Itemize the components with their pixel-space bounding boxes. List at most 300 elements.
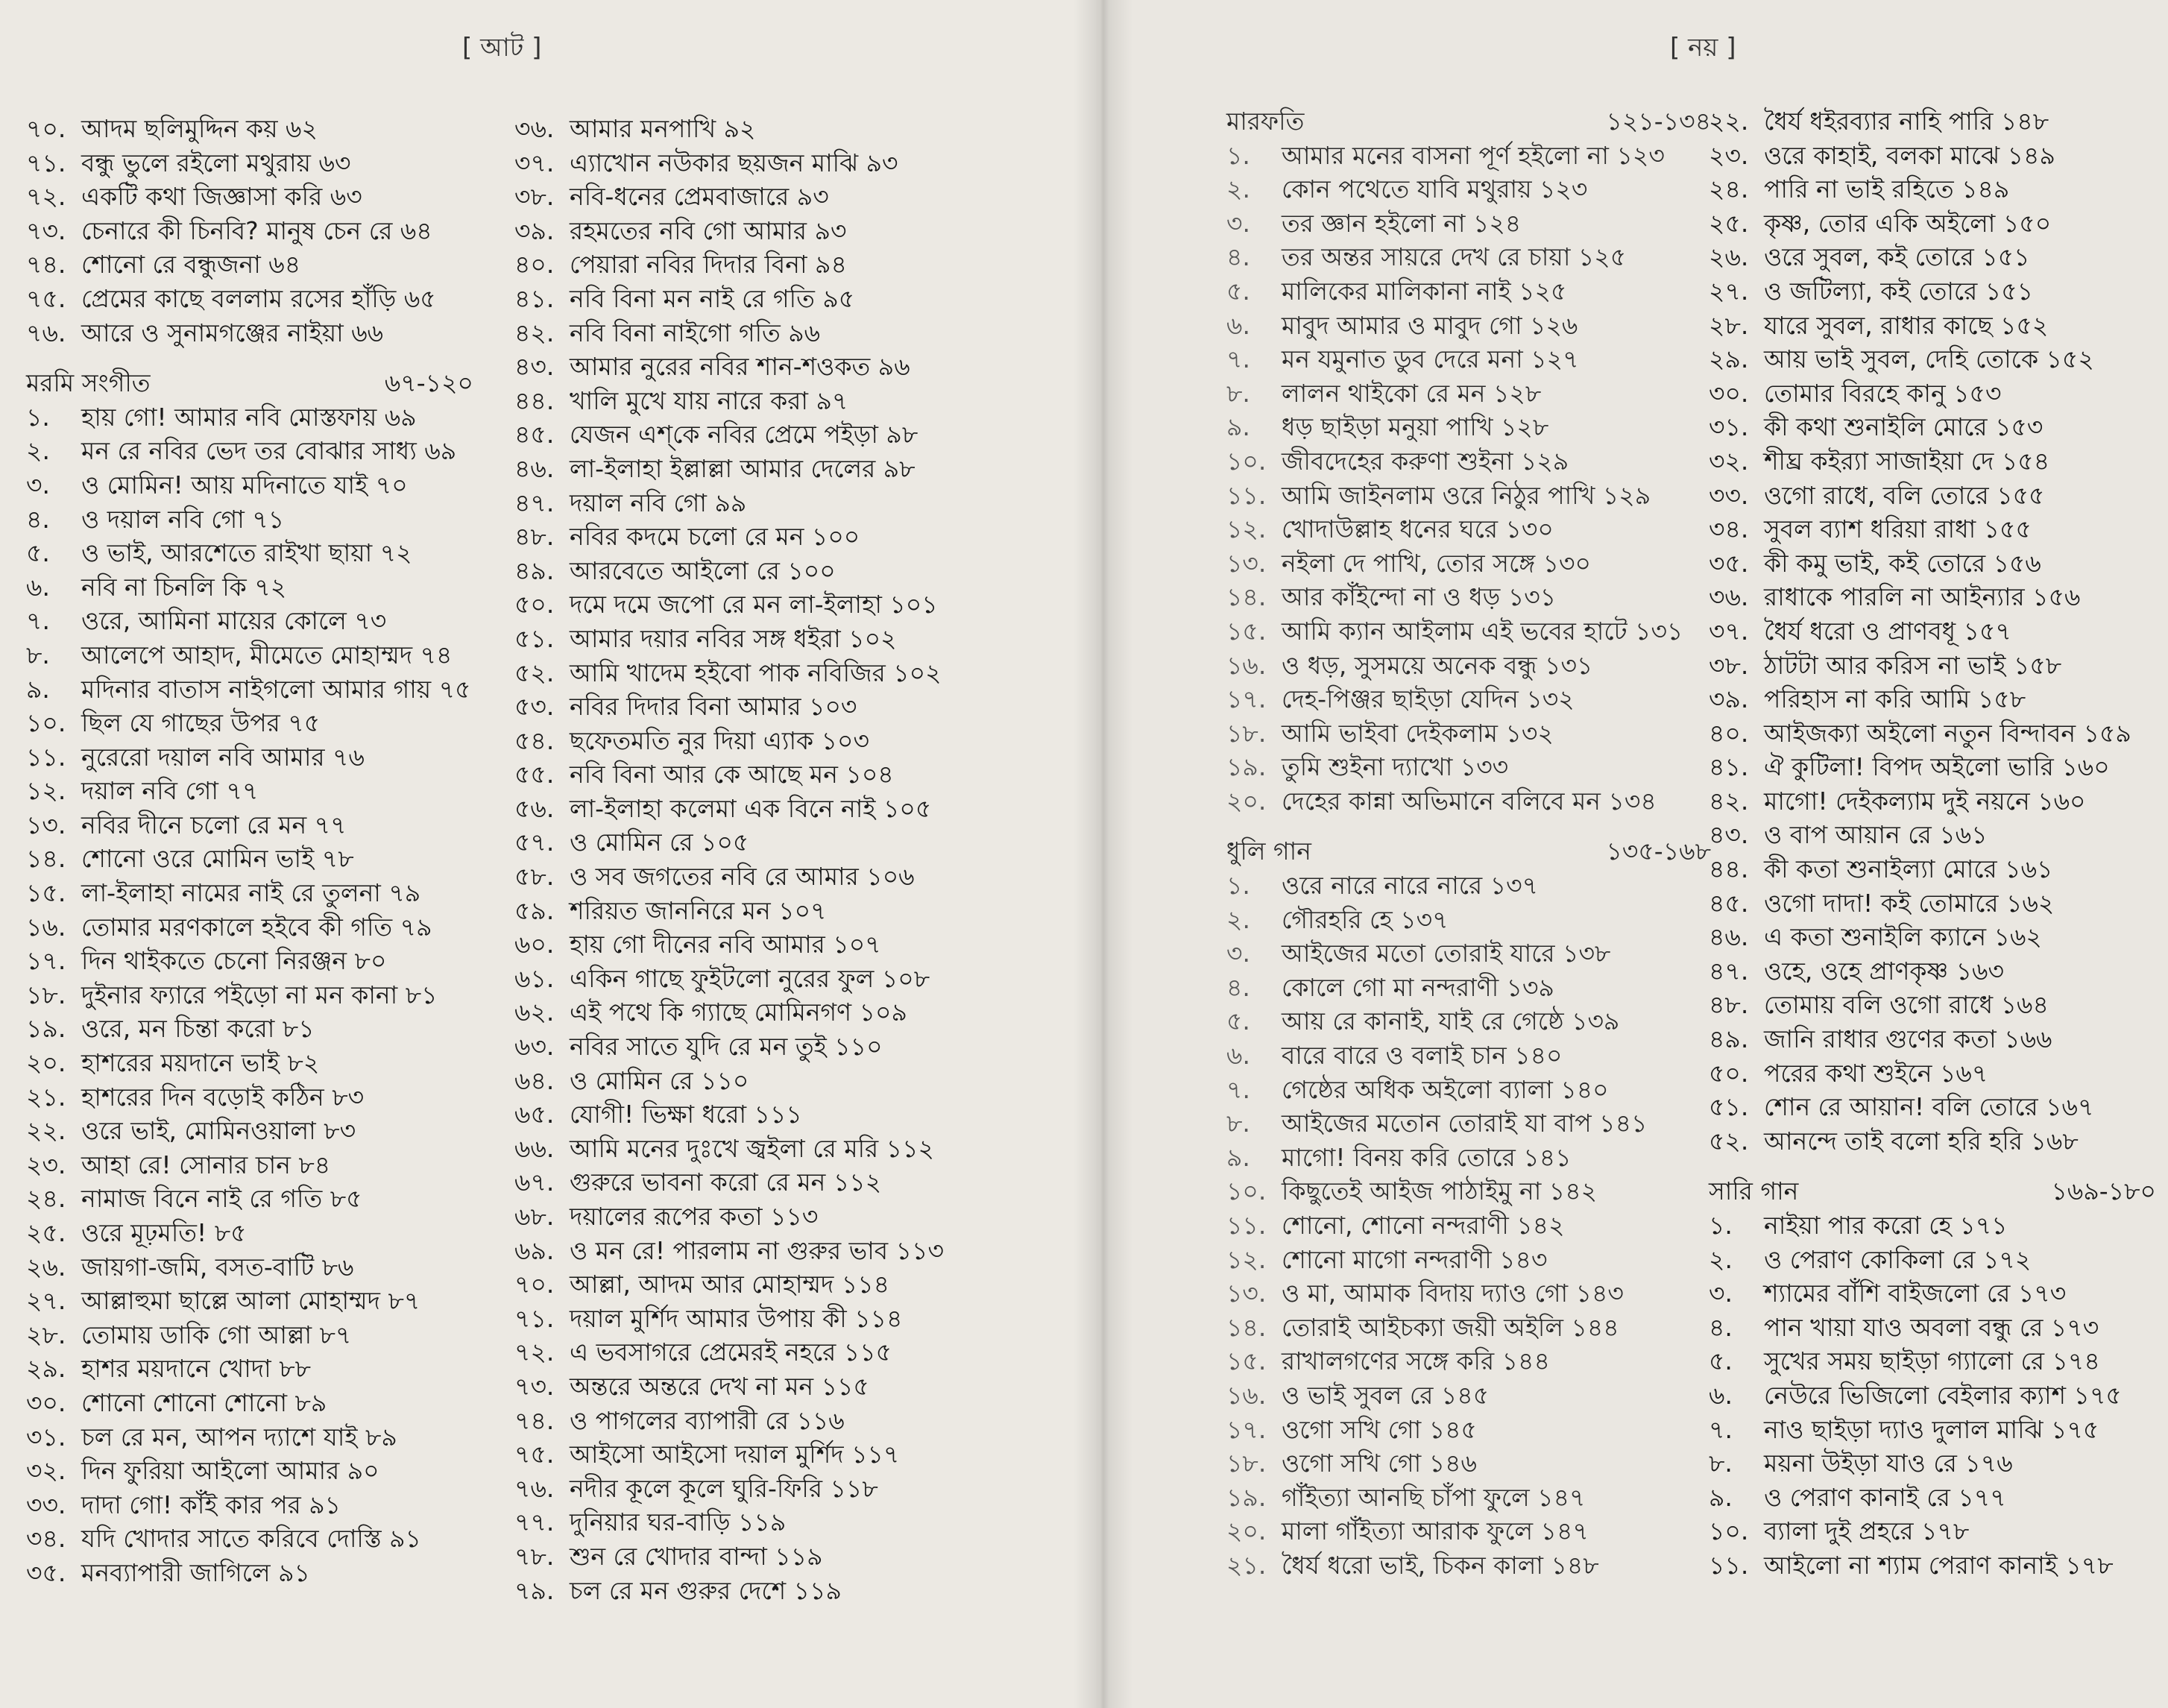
toc-entry (514, 1370, 1036, 1404)
toc-entry (514, 587, 1036, 622)
entry-title: ওরে নারে নারে নারে ১৩৭ (1282, 871, 1539, 901)
right-page (1096, 0, 2168, 1708)
entry-number: ৪. (1226, 242, 1250, 272)
entry-number: ২. (1709, 1244, 1733, 1274)
toc-entry (26, 638, 473, 672)
toc-entry (1709, 240, 2156, 274)
toc-entry (514, 112, 1036, 146)
toc-entry (1709, 649, 2156, 683)
toc-entry (26, 1284, 473, 1318)
entry-title: গাঁইত্যা আনছি চাঁপা ফুলে ১৪৭ (1282, 1482, 1586, 1512)
entry-title: আমি জাইনলাম ওরে নিঠুর পাখি ১২৯ (1282, 480, 1651, 510)
entry-title: ওরে সুবল, কই তোরে ১৫১ (1764, 242, 2030, 272)
entry-title: শোনো, শোনো নন্দরাণী ১৪২ (1282, 1211, 1565, 1240)
entry-number: ৬৫. (514, 1100, 555, 1129)
toc-entry (26, 1454, 473, 1488)
toc-entry (514, 384, 1036, 418)
entry-title: ওরে মূঢ়মতি! ৮৫ (81, 1218, 247, 1247)
entry-number: ৩১. (1709, 412, 1749, 442)
entry-number: ৩৪. (26, 1524, 66, 1554)
entry-title: মদিনার বাতাস নাইগলো আমার গায় ৭৫ (81, 674, 471, 704)
entry-number: ৪০. (514, 250, 555, 280)
entry-title: এ্যাখোন নউকার ছয়জন মাঝি ৯৩ (570, 148, 898, 177)
entry-number: ৭৮. (514, 1541, 555, 1571)
toc-entry (1709, 172, 2156, 207)
entry-number: ৬. (1709, 1380, 1733, 1410)
toc-entry (1709, 614, 2156, 649)
toc-entry (1226, 614, 1711, 649)
entry-title: শোনো মাগো নন্দরাণী ১৪৩ (1282, 1244, 1548, 1274)
entry-title: ওরে, মন চিন্তা করো ৮১ (81, 1014, 315, 1044)
toc-entry (26, 1488, 473, 1522)
toc-entry (1226, 479, 1711, 513)
entry-title: ওগো রাধে, বলি তোরে ১৫৫ (1764, 480, 2045, 510)
section-page-range: ৬৭-১২০ (384, 368, 473, 398)
toc-entry (26, 1420, 473, 1455)
entry-title: পেয়ারা নবির দিদার বিনা ৯৪ (570, 250, 847, 280)
entry-number: ৪৯. (1709, 1024, 1749, 1054)
entry-number: ৭. (1709, 1414, 1733, 1444)
entry-number: ৫১. (1709, 1092, 1749, 1122)
entry-title: ও ভাই সুবল রে ১৪৫ (1282, 1380, 1490, 1410)
entry-title: এই পথে কি গ্যাছে মোমিনগণ ১০৯ (570, 998, 907, 1027)
entry-title: শীঘ্র কইর‍্যা সাজাইয়া দে ১৫৪ (1764, 446, 2050, 476)
entry-title: ঠাটটা আর করিস না ভাই ১৫৮ (1764, 650, 2062, 680)
entry-title: দেহের কান্না অভিমানে বলিবে মন ১৩৪ (1282, 786, 1657, 816)
toc-entry (26, 1216, 473, 1250)
entry-number: ১২. (1226, 514, 1267, 544)
toc-column-2 (514, 112, 1036, 1607)
toc-entry (1226, 410, 1711, 444)
toc-entry (1709, 342, 2156, 376)
toc-entry (1226, 1276, 1711, 1311)
section-title: ধুলি গান (1226, 836, 1311, 866)
entry-title: আর কাঁইন্দো না ও ধড় ১৩১ (1282, 582, 1557, 612)
entry-number: ২৫. (26, 1218, 66, 1247)
entry-number: ৭৫. (26, 283, 66, 313)
entry-number: ৩. (1226, 939, 1250, 968)
toc-entry (26, 1386, 473, 1420)
entry-number: ৪৩. (514, 352, 555, 382)
entry-number: ১৮. (1226, 1449, 1267, 1478)
entry-number: ৫০. (514, 590, 555, 620)
toc-entry (1226, 971, 1711, 1005)
toc-entry (1226, 444, 1711, 479)
toc-entry (26, 434, 473, 468)
toc-entry (514, 417, 1036, 452)
toc-entry (1709, 1514, 2156, 1548)
toc-entry (26, 604, 473, 638)
entry-number: ১৮. (26, 980, 66, 1009)
entry-title: আইলো না শ্যাম পেরাণ কানাই ১৭৮ (1764, 1550, 2114, 1580)
entry-title: মাগো! দেইকল্যাম দুই নয়নে ১৬০ (1764, 786, 2086, 816)
entry-title: ও মোমিন রে ১০৫ (570, 828, 749, 857)
toc-entry (1226, 1344, 1711, 1378)
toc-entry (26, 502, 473, 537)
toc-entry (1226, 1446, 1711, 1481)
entry-number: ২৮. (26, 1320, 66, 1349)
entry-title: কোলে গো মা নন্দরাণী ১৩৯ (1282, 972, 1554, 1002)
entry-number: ১. (1709, 1211, 1733, 1240)
entry-number: ২৮. (1709, 310, 1749, 340)
entry-number: ২৯. (1709, 344, 1749, 374)
entry-title: লালন থাইকো রে মন ১২৮ (1282, 378, 1542, 408)
entry-title: ধৈর্য ধরো ও প্রাণবধূ ১৫৭ (1764, 616, 2011, 646)
entry-title: বন্ধু ভুলে রইলো মথুরায় ৬৩ (81, 148, 351, 177)
entry-number: ২. (1226, 174, 1250, 204)
toc-entry (1709, 954, 2156, 989)
entry-number: ৩০. (1709, 378, 1749, 408)
entry-title: একিন গাছে ফুইটলো নুরের ফুল ১০৮ (570, 963, 930, 993)
toc-entry (26, 180, 473, 214)
toc-entry (26, 214, 473, 248)
entry-number: ১৭. (26, 946, 66, 976)
entry-number: ৭১. (514, 1303, 555, 1333)
entry-number: ২৭. (1709, 276, 1749, 306)
section-page-range: ১৩৫-১৬৮ (1606, 836, 1711, 866)
entry-number: ৫৬. (514, 793, 555, 823)
toc-entry (1709, 920, 2156, 954)
section-heading-marmi (26, 366, 473, 400)
entry-number: ৪৫. (1709, 888, 1749, 918)
entry-number: ৪৮. (514, 522, 555, 552)
toc-entry (26, 282, 473, 316)
toc-entry (1709, 274, 2156, 309)
entry-number: ১০. (1226, 1176, 1267, 1206)
toc-entry (1709, 1548, 2156, 1583)
entry-title: দুইনার ফ্যারে পইড়ো না মন কানা ৮১ (81, 980, 438, 1009)
entry-title: কী কতা শুনাইল্যা মোরে ১৬১ (1764, 854, 2053, 884)
entry-number: ২. (26, 436, 50, 466)
entry-number: ১৩. (1226, 548, 1267, 578)
toc-entry (26, 944, 473, 978)
entry-number: ৮. (1226, 1109, 1250, 1138)
entry-title: কৃষ্ণ, তোর একি অইলো ১৫০ (1764, 208, 2052, 238)
toc-entry (514, 825, 1036, 860)
entry-title: রহমতের নবি গো আমার ৯৩ (570, 215, 847, 245)
toc-entry (26, 842, 473, 876)
toc-entry (1226, 1141, 1711, 1175)
entry-title: দমে দমে জপো রে মন লা-ইলাহা ১০১ (570, 590, 938, 620)
entry-number: ৬৮. (514, 1202, 555, 1231)
entry-number: ৪. (1709, 1312, 1733, 1342)
entry-title: ওরে কাহাই, বলকা মাঝে ১৪৯ (1764, 140, 2055, 170)
entry-number: ১২. (1226, 1244, 1267, 1274)
entry-number: ৫১. (514, 623, 555, 653)
entry-number: ১৫. (26, 878, 66, 908)
entry-number: ১৪. (26, 844, 66, 874)
toc-entry (26, 1148, 473, 1182)
entry-number: ৪১. (1709, 752, 1749, 782)
entry-title: নদীর কূলে কূলে ঘুরি-ফিরি ১১৮ (570, 1473, 878, 1503)
entry-title: খালি মুখে যায় নারে করা ৯৭ (570, 385, 848, 415)
entry-title: মাবুদ আমার ও মাবুদ গো ১২৬ (1282, 310, 1578, 340)
entry-number: ৩৪. (1709, 514, 1749, 544)
section-page-range: ১৬৯-১৮০ (2051, 1176, 2156, 1206)
entry-number: ৫. (1226, 1006, 1250, 1036)
entry-number: ১৬. (1226, 650, 1267, 680)
toc-entry (26, 774, 473, 808)
entry-number: ১৪. (1226, 582, 1267, 612)
toc-entry (1226, 1548, 1711, 1583)
entry-title: দুনিয়ার ঘর-বাড়ি ১১৯ (570, 1507, 787, 1537)
toc-entry (1226, 1208, 1711, 1243)
toc-entry (1709, 444, 2156, 479)
entry-number: ৬৪. (514, 1065, 555, 1095)
entry-number: ১১. (1226, 1211, 1267, 1240)
entry-number: ৭২. (514, 1337, 555, 1367)
entry-number: ৫. (1226, 276, 1250, 306)
toc-entry (514, 452, 1036, 486)
section-title: মরমি সংগীত (26, 368, 151, 398)
toc-entry (26, 1080, 473, 1115)
toc-entry (26, 1114, 473, 1148)
toc-entry (514, 927, 1036, 962)
entry-title: গেষ্ঠের অধিক অইলো ব্যালা ১৪০ (1282, 1074, 1609, 1104)
entry-number: ৭. (1226, 1074, 1250, 1104)
entry-number: ১৯. (1226, 1482, 1267, 1512)
entry-title: শোন রে আয়ান! বলি তোরে ১৬৭ (1764, 1092, 2094, 1122)
entry-title: যদি খোদার সাতে করিবে দোস্তি ৯১ (81, 1524, 421, 1554)
toc-entry (26, 706, 473, 740)
toc-entry (1226, 936, 1711, 971)
entry-number: ৫৮. (514, 862, 555, 892)
entry-number: ৭১. (26, 148, 66, 177)
entry-number: ৩০. (26, 1387, 66, 1417)
entry-number: ৮. (1226, 378, 1250, 408)
entry-title: চেনারে কী চিনবি? মানুষ চেন রে ৬৪ (81, 215, 432, 245)
entry-title: আমি ক্যান আইলাম এই ভবের হাটে ১৩১ (1282, 616, 1683, 646)
section-page-range: ১২১-১৩৪ (1606, 107, 1711, 136)
entry-number: ৪৮. (1709, 990, 1749, 1020)
toc-entry (514, 350, 1036, 384)
toc-entry (1226, 1413, 1711, 1447)
toc-entry (514, 894, 1036, 928)
entry-number: ৪৫. (514, 420, 555, 450)
entry-number: ৭৫. (514, 1440, 555, 1469)
entry-number: ৩৬. (1709, 582, 1749, 612)
entry-number: ২০. (1226, 786, 1267, 816)
toc-entry (1709, 546, 2156, 581)
entry-number: ৪৭. (514, 488, 555, 517)
toc-entry (514, 146, 1036, 180)
entry-title: আমার দয়ার নবির সঙ্গ ধইরা ১০২ (570, 623, 897, 653)
toc-entry (1226, 309, 1711, 343)
entry-number: ২৪. (26, 1184, 66, 1214)
entry-number: ৯. (1226, 1142, 1250, 1172)
toc-entry (1226, 274, 1711, 309)
entry-title: শোনো শোনো শোনো ৮৯ (81, 1387, 327, 1417)
toc-entry (26, 876, 473, 910)
entry-number: ২৩. (26, 1150, 66, 1179)
entry-number: ৩৩. (26, 1490, 66, 1519)
toc-column-1 (26, 112, 473, 1590)
entry-title: নবি-ধনের প্রেমবাজারে ৯৩ (570, 182, 829, 212)
entry-title: রাধাকে পারলি না আইন্যার ১৫৬ (1764, 582, 2081, 612)
entry-number: ২৬. (26, 1252, 66, 1282)
toc-entry (1226, 580, 1711, 614)
entry-number: ৩৯. (514, 215, 555, 245)
entry-title: তর জ্ঞান হইলো না ১২৪ (1282, 208, 1522, 238)
toc-entry (1709, 410, 2156, 444)
entry-number: ১০. (1709, 1516, 1749, 1546)
entry-number: ৭৬. (26, 318, 66, 347)
entry-number: ১. (1226, 140, 1250, 170)
entry-title: কোন পথেতে যাবি মথুরায় ১২৩ (1282, 174, 1588, 204)
entry-title: এ ভবসাগরে প্রেমেরই নহরে ১১৫ (570, 1337, 892, 1367)
entry-title: নবি না চিনলি কি ৭২ (81, 572, 287, 602)
entry-number: ৯. (1709, 1482, 1733, 1512)
entry-number: ১১. (1709, 1550, 1749, 1580)
entry-title: আমার নুরের নবির শান-শওকত ৯৬ (570, 352, 910, 382)
entry-title: হাশরের দিন বড়োই কঠিন ৮৩ (81, 1082, 365, 1112)
toc-entry (514, 1505, 1036, 1540)
entry-number: ৩. (1226, 208, 1250, 238)
toc-entry (514, 248, 1036, 282)
toc-entry (26, 1012, 473, 1046)
entry-number: ৬১. (514, 963, 555, 993)
entry-title: ও মোমিন! আয় মদিনাতে যাই ৭০ (81, 470, 408, 500)
toc-entry (514, 1234, 1036, 1268)
toc-entry (1709, 1311, 2156, 1345)
entry-title: নামাজ বিনে নাই রে গতি ৮৫ (81, 1184, 362, 1214)
entry-number: ৪. (1226, 972, 1250, 1002)
entry-title: ও পেরাণ কানাই রে ১৭৭ (1764, 1482, 2006, 1512)
entry-title: ওগো সখি গো ১৪৫ (1282, 1414, 1477, 1444)
toc-entry (1709, 682, 2156, 716)
entry-title: রাখালগণের সঙ্গে করি ১৪৪ (1282, 1346, 1550, 1376)
entry-title: অন্তরে অন্তরে দেখ না মন ১১৫ (570, 1371, 869, 1401)
entry-number: ৩৩. (1709, 480, 1749, 510)
entry-title: তোমায় বলি ওগো রাধে ১৬৪ (1764, 990, 2049, 1020)
entry-number: ৫৪. (514, 725, 555, 755)
entry-number: ৪৬. (514, 453, 555, 483)
entry-number: ১১. (1226, 480, 1267, 510)
entry-number: ১৮. (1226, 718, 1267, 748)
entry-title: লা-ইলাহা ইল্লাল্লা আমার দেলের ৯৮ (570, 453, 916, 483)
entry-number: ২৩. (1709, 140, 1749, 170)
entry-title: ওগো সখি গো ১৪৬ (1282, 1449, 1477, 1478)
entry-title: পরের কথা শুইনে ১৬৭ (1764, 1058, 1988, 1088)
entry-title: খোদাউল্লাহ ধনের ঘরে ১৩০ (1282, 514, 1554, 544)
entry-title: আরবেতে আইলো রে ১০০ (570, 555, 836, 585)
section-heading-marfati (1226, 104, 1711, 139)
toc-entry (1709, 784, 2156, 819)
entry-number: ৬৬. (514, 1133, 555, 1163)
entry-number: ৪৬. (1709, 922, 1749, 952)
entry-title: নবির সাতে যুদি রে মন তুই ১১০ (570, 1032, 883, 1062)
toc-entry (514, 724, 1036, 758)
toc-entry (1709, 1344, 2156, 1378)
toc-entry (514, 1200, 1036, 1234)
entry-number: ১৬. (1226, 1380, 1267, 1410)
toc-entry (1226, 1039, 1711, 1073)
entry-title: যেজন এশ্‌কে নবির প্রেমে পইড়া ৯৮ (570, 420, 918, 450)
entry-title: এ কতা শুনাইলি ক্যানে ১৬২ (1764, 922, 2042, 952)
toc-entry (1226, 342, 1711, 376)
entry-title: মালা গাঁইত্যা আরাক ফুলে ১৪৭ (1282, 1516, 1589, 1546)
toc-entry (26, 808, 473, 842)
entry-title: লা-ইলাহা কলেমা এক বিনে নাই ১০৫ (570, 793, 932, 823)
entry-title: তোমার বিরহে কানু ১৫৩ (1764, 378, 2002, 408)
entry-title: জীবদেহের করুণা শুইনা ১২৯ (1282, 446, 1569, 476)
entry-title: পরিহাস না করি আমি ১৫৮ (1764, 684, 2026, 714)
entry-title: ওরে, আমিনা মায়ের কোলে ৭৩ (81, 606, 387, 636)
toc-entry (1709, 104, 2156, 139)
entry-number: ১৭. (1226, 684, 1267, 714)
entry-title: মালিকের মালিকানা নাই ১২৫ (1282, 276, 1567, 306)
entry-title: আল্লাহুমা ছাল্লে আলা মোহাম্মদ ৮৭ (81, 1286, 420, 1316)
toc-entry (514, 1404, 1036, 1438)
toc-entry (26, 740, 473, 775)
entry-title: নবির কদমে চলো রে মন ১০০ (570, 522, 860, 552)
toc-entry (1226, 1514, 1711, 1548)
entry-number: ৬২. (514, 998, 555, 1027)
entry-title: আয় রে কানাই, যাই রে গেষ্ঠে ১৩৯ (1282, 1006, 1620, 1036)
entry-title: শোনো রে বন্ধুজনা ৬৪ (81, 250, 301, 280)
entry-title: মনব্যাপারী জাগিলে ৯১ (81, 1557, 310, 1587)
entry-title: ওরে ভাই, মোমিনওয়ালা ৮৩ (81, 1116, 356, 1146)
toc-entry (26, 1522, 473, 1556)
entry-number: ৭২. (26, 182, 66, 212)
toc-entry (1709, 886, 2156, 921)
toc-entry (514, 622, 1036, 656)
entry-title: ছফেতমতি নুর দিয়া এ্যাক ১০৩ (570, 725, 869, 755)
entry-number: ৭৬. (514, 1473, 555, 1503)
entry-title: জানি রাধার গুণের কতা ১৬৬ (1764, 1024, 2052, 1054)
entry-number: ৪১. (514, 283, 555, 313)
entry-number: ৫৭. (514, 828, 555, 857)
entry-number: ১৩. (26, 810, 66, 839)
entry-number: ৭৩. (26, 215, 66, 245)
toc-entry (514, 554, 1036, 588)
entry-title: ও বাপ আয়ান রে ১৬১ (1764, 820, 1988, 850)
entry-title: আইজের মতোন তোরাই যা বাপ ১৪১ (1282, 1109, 1648, 1138)
entry-number: ৪. (26, 504, 50, 534)
entry-title: আইজক্যা অইলো নতুন বিন্দাবন ১৫৯ (1764, 718, 2131, 748)
entry-title: ঐ কুটিলা! বিপদ অইলো ভারি ১৬০ (1764, 752, 2110, 782)
toc-entry (26, 1352, 473, 1386)
entry-number: ২২. (1709, 107, 1749, 136)
toc-entry (26, 112, 473, 146)
entry-title: আইজের মতো তোরাই যারে ১৩৮ (1282, 939, 1611, 968)
toc-entry (1709, 1022, 2156, 1056)
toc-entry (26, 400, 473, 435)
entry-title: নবি বিনা নাইগো গতি ৯৬ (570, 318, 821, 347)
toc-entry (1709, 512, 2156, 546)
toc-entry (26, 1556, 473, 1590)
entry-title: তোমার মরণকালে হইবে কী গতি ৭৯ (81, 912, 432, 942)
toc-entry (26, 1182, 473, 1216)
toc-entry (1709, 1413, 2156, 1447)
toc-entry (26, 672, 473, 707)
entry-title: লা-ইলাহা নামের নাই রে তুলনা ৭৯ (81, 878, 421, 908)
entry-title: মন যমুনাত ডুব দেরে মনা ১২৭ (1282, 344, 1579, 374)
toc-entry (26, 536, 473, 570)
entry-title: নুরেরো দয়াল নবি আমার ৭৬ (81, 742, 365, 772)
toc-entry (1226, 1106, 1711, 1141)
toc-entry (1226, 1243, 1711, 1277)
entry-title: জায়গা-জমি, বসত-বাটি ৮৬ (81, 1252, 354, 1282)
entry-number: ৩৬. (514, 114, 555, 143)
toc-entry (514, 757, 1036, 792)
toc-entry (1226, 376, 1711, 411)
entry-number: ২১. (26, 1082, 66, 1112)
entry-number: ৬৯. (514, 1235, 555, 1265)
entry-title: আমার মনপাখি ৯২ (570, 114, 756, 143)
toc-entry (1226, 750, 1711, 784)
toc-column-3 (1226, 104, 1711, 1583)
